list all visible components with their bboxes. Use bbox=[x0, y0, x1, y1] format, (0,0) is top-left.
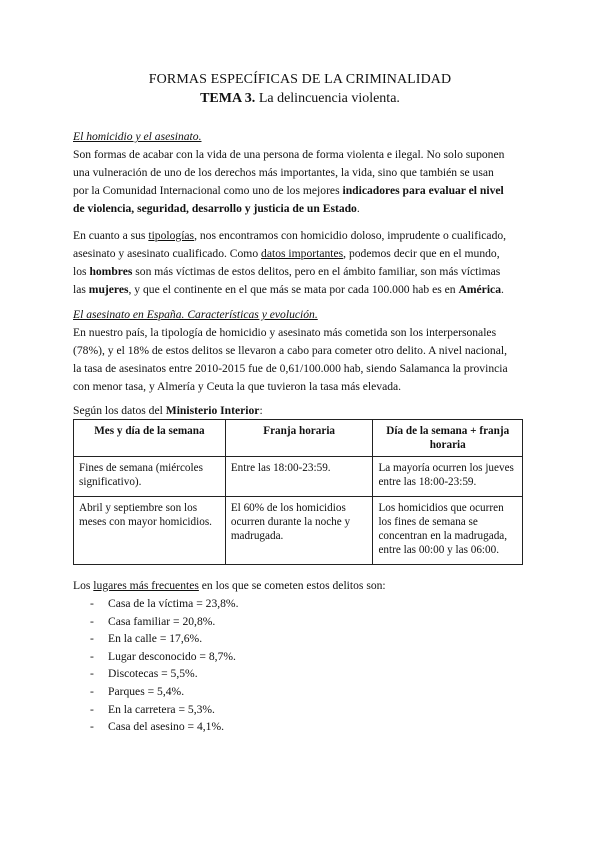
text-run: , y que el continente en el que más se mata por cada 100.000 hab es en bbox=[128, 283, 459, 296]
places-list bbox=[90, 595, 239, 736]
table-cell: El 60% de los homicidios ocurren durante la noche y madrugada. bbox=[225, 497, 373, 565]
underlined-text: datos importantes bbox=[261, 247, 344, 260]
underlined-text: tipologías bbox=[148, 229, 195, 242]
list-item: - En la carretera = 5,3%. bbox=[90, 701, 239, 719]
subtitle-topic-number: TEMA 3. bbox=[200, 91, 256, 106]
text-run: son más víctimas de estos delitos, pero en el ámbito familiar, son más víctimas bbox=[132, 265, 501, 278]
places-intro bbox=[73, 577, 529, 595]
paragraph-line bbox=[73, 263, 529, 281]
section-heading: El asesinato en España. Características y evolución. bbox=[73, 308, 318, 321]
paragraph-line bbox=[73, 182, 529, 200]
paragraph-line: En nuestro país, la tipología de homicidio y asesinato más cometida son los interpersonales bbox=[73, 326, 497, 339]
text-run: los bbox=[73, 265, 90, 278]
list-item: - Casa de la víctima = 23,8%. bbox=[90, 595, 239, 613]
table-row bbox=[74, 497, 523, 565]
text-run: , nos encontramos con homicidio doloso, imprudente o cualificado, bbox=[194, 229, 507, 242]
table-header-cell: Día de la semana + franja horaria bbox=[373, 420, 523, 457]
list-item: - Casa familiar = 20,8%. bbox=[90, 613, 239, 631]
table-cell: Abril y septiembre son los meses con mayor homicidios. bbox=[74, 497, 226, 565]
paragraph-line: (78%), y el 18% de estos delitos se llevaron a cabo para cometer otro delito. A nivel nacional, bbox=[73, 344, 507, 357]
bold-text: indicadores para evaluar el nivel bbox=[342, 184, 504, 197]
paragraph-line: con menor tasa, y Almería y Ceuta la que tuvieron la tasa más elevada. bbox=[73, 380, 402, 393]
table-cell: La mayoría ocurren los jueves entre las 18:00-23:59. bbox=[373, 457, 523, 497]
bold-text: de violencia, seguridad, desarrollo y justicia de un Estado bbox=[73, 202, 357, 215]
document-subtitle bbox=[0, 91, 600, 107]
list-item: - Discotecas = 5,5%. bbox=[90, 665, 239, 683]
paragraph-line bbox=[73, 200, 529, 218]
paragraph-line: Son formas de acabar con la vida de una persona de forma violenta e ilegal. No solo suponen bbox=[73, 148, 505, 161]
underlined-text: lugares más frecuentes bbox=[93, 579, 199, 592]
section-heading: El homicidio y el asesinato. bbox=[73, 130, 202, 143]
subtitle-topic-name: La delincuencia violenta. bbox=[255, 91, 400, 106]
bold-text: hombres bbox=[89, 265, 133, 278]
paragraph-line bbox=[73, 281, 529, 299]
paragraph-line: la tasa de asesinatos entre 2010-2015 fue de 0,61/100.000 hab, siendo Salamanca la provincia bbox=[73, 362, 508, 375]
list-item: - Parques = 5,4%. bbox=[90, 683, 239, 701]
text-run: asesinato y asesinato cualificado. Como bbox=[73, 247, 262, 260]
list-item: - Casa del asesino = 4,1%. bbox=[90, 718, 239, 736]
text-run: por la Comunidad Internacional como uno de los mejores bbox=[73, 184, 343, 197]
table-cell: Entre las 18:00-23:59. bbox=[225, 457, 373, 497]
bold-text: América bbox=[458, 283, 501, 296]
list-item: - Lugar desconocido = 8,7%. bbox=[90, 648, 239, 666]
bold-text: mujeres bbox=[88, 283, 129, 296]
text-run: En cuanto a sus bbox=[73, 229, 149, 242]
table-header-row bbox=[74, 420, 523, 457]
text-run: . bbox=[501, 283, 504, 296]
text-run: Los bbox=[73, 579, 94, 592]
table-header-cell: Mes y día de la semana bbox=[74, 420, 226, 457]
table-cell: Los homicidios que ocurren los fines de semana se concentran en la madrugada, entre las 00:00 y las 06:00. bbox=[373, 497, 523, 565]
text-run: en los que se cometen estos delitos son: bbox=[198, 579, 386, 592]
source-line bbox=[73, 402, 529, 420]
table-header-cell: Franja horaria bbox=[225, 420, 373, 457]
text-run: , podemos decir que en el mundo, bbox=[343, 247, 500, 260]
paragraph-tipologias bbox=[73, 227, 529, 299]
paragraph-line bbox=[73, 245, 529, 263]
homicide-time-table bbox=[73, 419, 523, 565]
text-run: . bbox=[356, 202, 360, 215]
bold-text: Ministerio Interior bbox=[165, 404, 260, 417]
paragraph-line bbox=[73, 577, 529, 595]
list-item: - En la calle = 17,6%. bbox=[90, 630, 239, 648]
text-run: Según los datos del bbox=[73, 404, 166, 417]
text-run: : bbox=[259, 404, 263, 417]
section-homicidio bbox=[73, 128, 529, 218]
paragraph-line bbox=[73, 402, 529, 420]
paragraph-line bbox=[73, 227, 529, 245]
section-espana bbox=[73, 306, 529, 396]
table-cell: Fines de semana (miércoles significativo). bbox=[74, 457, 226, 497]
document-title: FORMAS ESPECÍFICAS DE LA CRIMINALIDAD bbox=[148, 72, 452, 87]
text-run: las bbox=[73, 283, 89, 296]
table-row bbox=[74, 457, 523, 497]
paragraph-line: una vulneración de uno de los derechos más importantes, la vida, sino que también se usan bbox=[73, 166, 494, 179]
